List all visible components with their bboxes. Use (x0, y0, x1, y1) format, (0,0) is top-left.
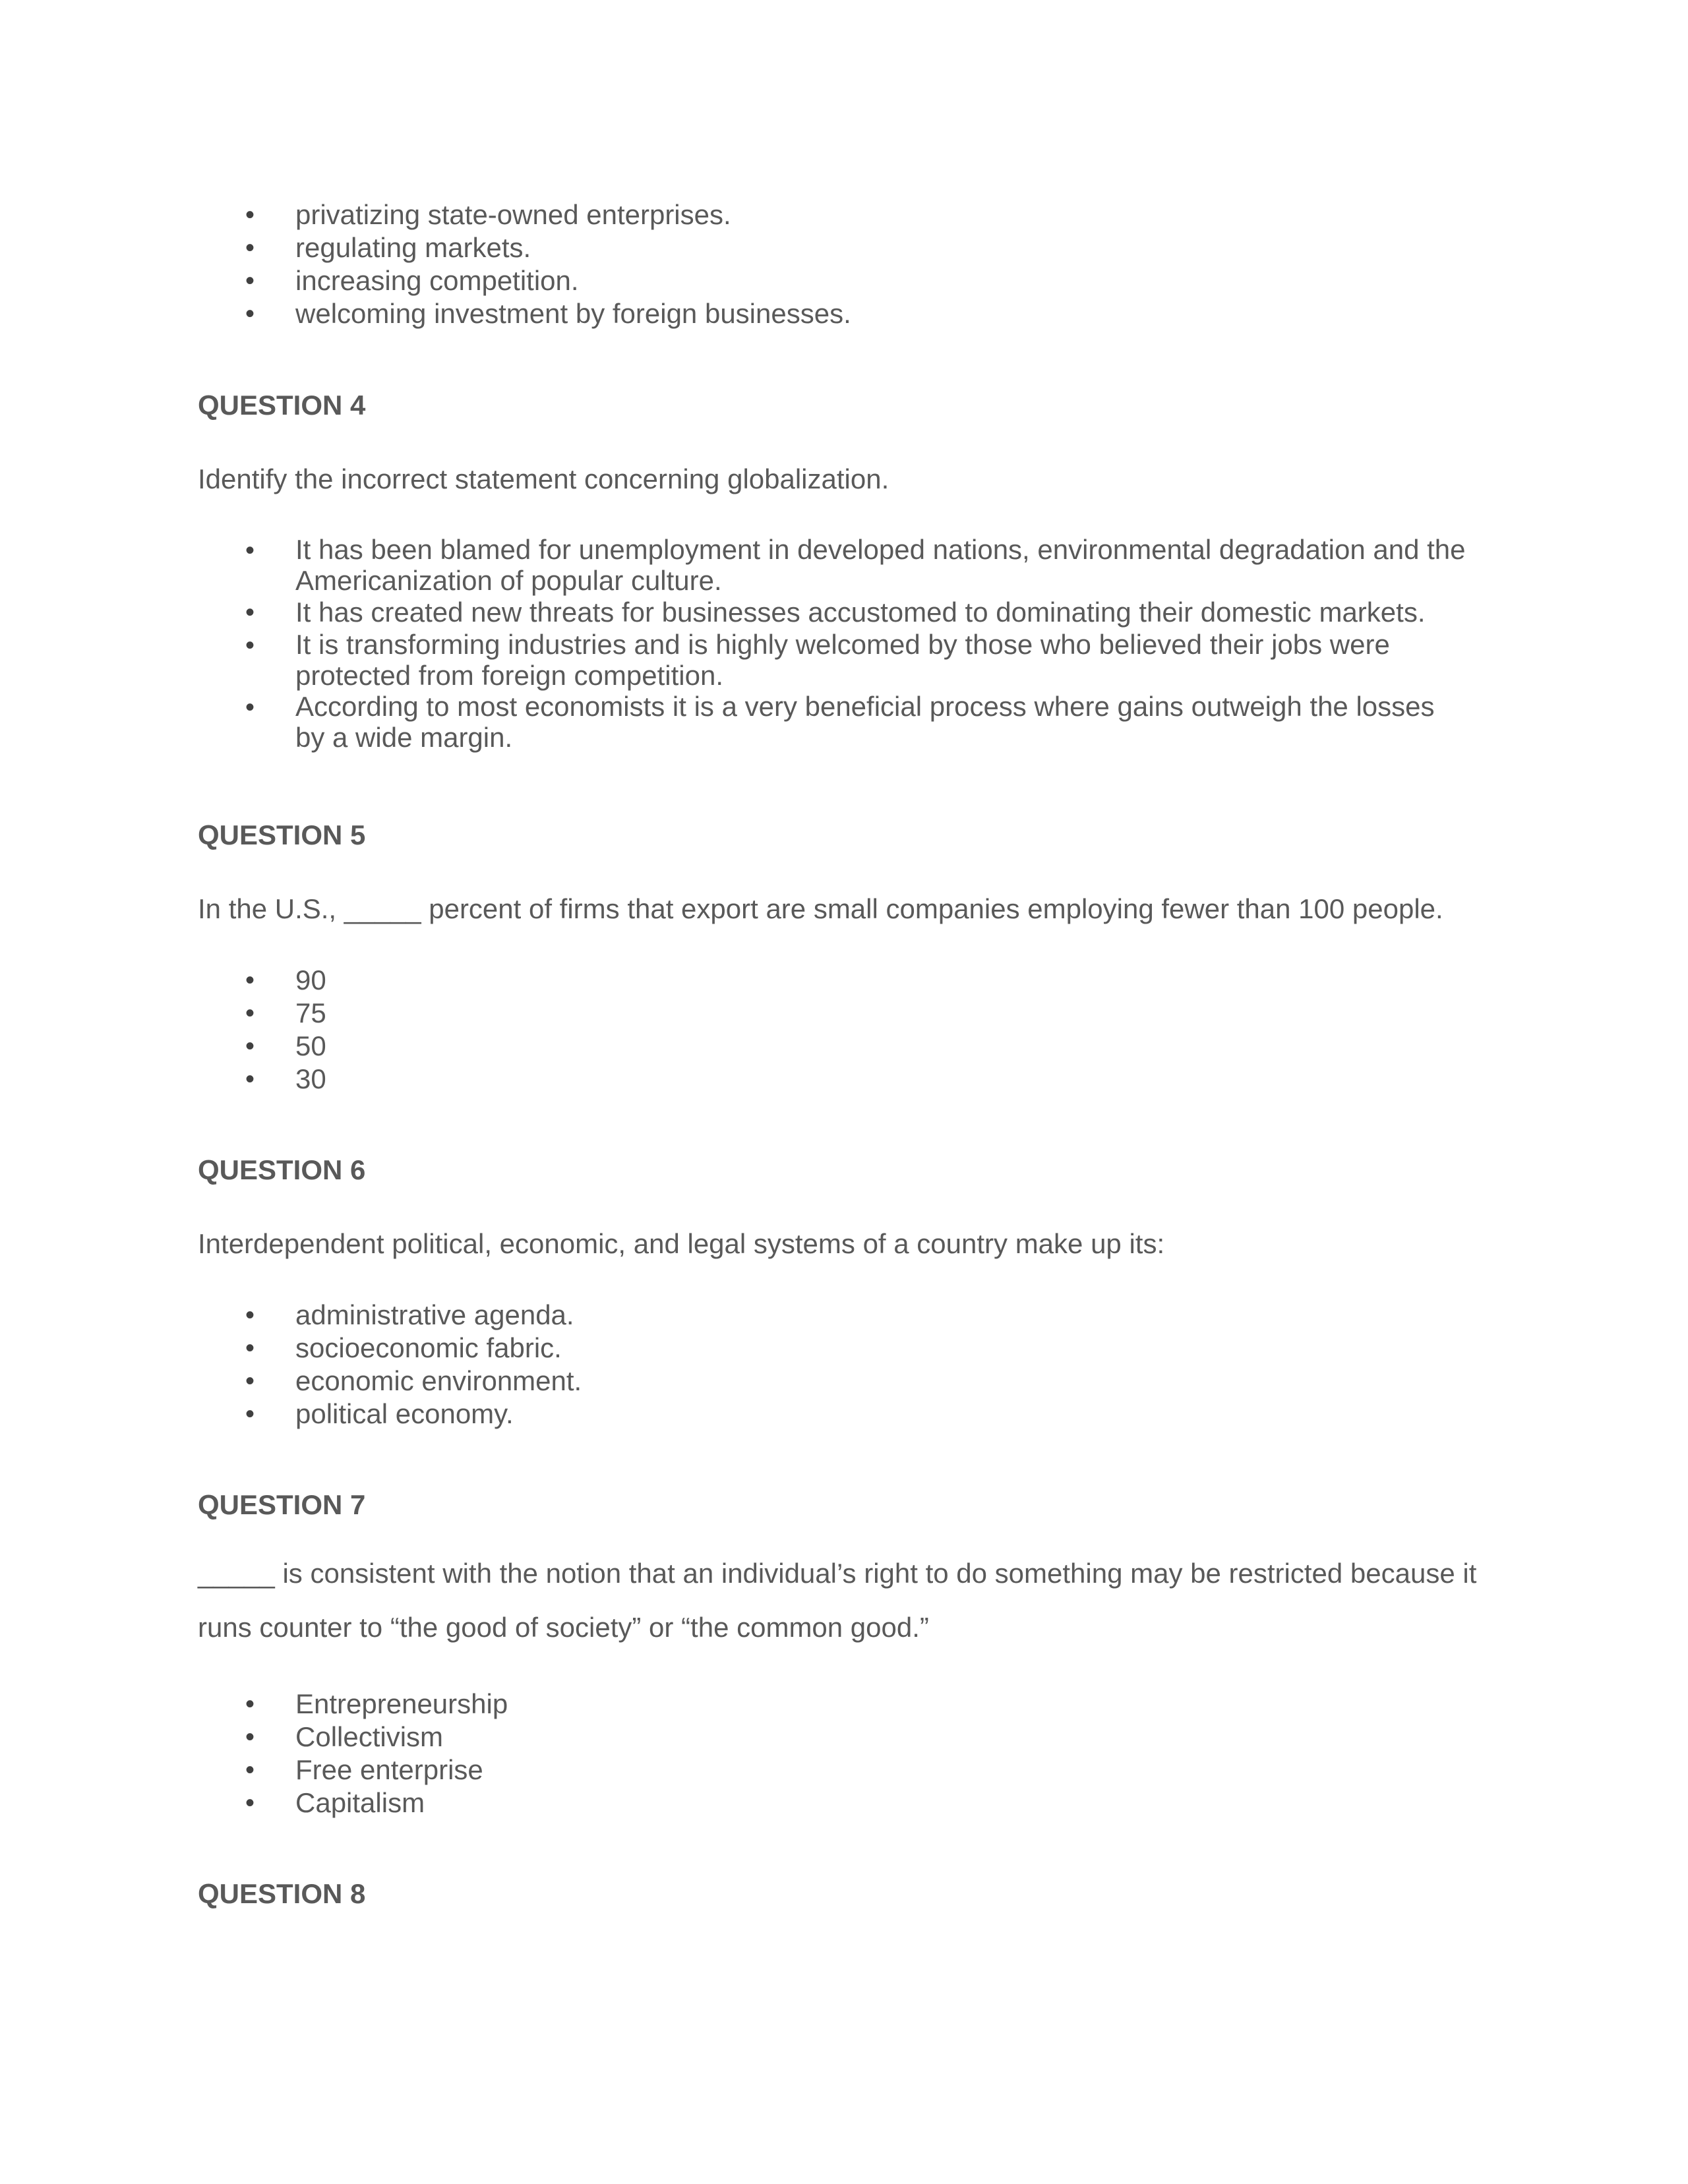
option-text: 50 (295, 1030, 326, 1061)
option-item (198, 1786, 1470, 1819)
option-item (198, 1721, 1470, 1754)
option-text: 90 (295, 964, 326, 995)
option-text: It has been blamed for unemployment in developed nations, environmental degradation and the Americanization of popular culture. (295, 534, 1466, 596)
option-text: socioeconomic fabric. (295, 1332, 562, 1363)
option-text: Entrepreneurship (295, 1688, 508, 1719)
option-item (198, 264, 1470, 297)
option-text: It is transforming industries and is highly welcomed by those who believed their jobs were protected from foreign competition. (295, 629, 1390, 691)
option-text: 30 (295, 1063, 326, 1094)
question-heading: QUESTION 7 (198, 1489, 366, 1520)
option-item (198, 1299, 1470, 1332)
question-heading: QUESTION 4 (198, 390, 366, 421)
bullet-icon: • (245, 999, 255, 1028)
option-item (198, 1063, 1470, 1096)
bullet-icon: • (245, 631, 255, 660)
option-item (198, 997, 1470, 1030)
option-list (198, 1299, 1470, 1431)
option-text: According to most economists it is a very beneficial process where gains outweigh the losses by a wide margin. (295, 691, 1435, 753)
option-item (198, 629, 1470, 691)
option-text: political economy. (295, 1398, 514, 1429)
bullet-icon: • (245, 1400, 255, 1429)
question-text: Interdependent political, economic, and legal systems of a country make up its: (198, 1228, 1165, 1259)
bullet-icon: • (245, 1690, 255, 1719)
bullet-icon: • (245, 1756, 255, 1785)
option-text: Free enterprise (295, 1754, 483, 1785)
option-item (198, 231, 1470, 264)
bullet-icon: • (245, 598, 255, 627)
bullet-icon: • (245, 693, 255, 722)
bullet-icon: • (245, 1301, 255, 1330)
option-text: increasing competition. (295, 265, 579, 296)
option-item (198, 964, 1470, 997)
bullet-icon: • (245, 536, 255, 565)
bullet-icon: • (245, 266, 255, 295)
question-text: In the U.S., _____ percent of firms that export are small companies employing fewer than 100 people. (198, 893, 1443, 924)
question-text: _____ is consistent with the notion that an individual’s right to do something may be restricted because it runs counter to “the good of society” or “the common good.” (198, 1558, 1477, 1643)
bullet-icon: • (245, 233, 255, 262)
option-item (198, 1398, 1470, 1431)
option-item (198, 534, 1470, 596)
option-text: welcoming investment by foreign businesses. (295, 298, 851, 329)
option-text: It has created new threats for businesses accustomed to dominating their domestic markets. (295, 597, 1426, 628)
bullet-icon: • (245, 1334, 255, 1363)
option-item (198, 297, 1470, 330)
option-item (198, 1332, 1470, 1365)
bullet-icon: • (245, 1032, 255, 1061)
option-text: Capitalism (295, 1787, 425, 1818)
option-text: regulating markets. (295, 232, 531, 263)
question-heading: QUESTION 5 (198, 819, 366, 850)
question-text: Identify the incorrect statement concerning globalization. (198, 463, 889, 494)
option-list (198, 534, 1470, 753)
option-item (198, 1754, 1470, 1786)
option-text: Collectivism (295, 1721, 444, 1752)
bullet-icon: • (245, 1065, 255, 1094)
bullet-icon: • (245, 200, 255, 229)
option-item (198, 1030, 1470, 1063)
option-item (198, 1365, 1470, 1398)
option-list (198, 964, 1470, 1096)
question-heading: QUESTION 8 (198, 1878, 366, 1909)
option-item (198, 596, 1470, 629)
option-text: economic environment. (295, 1365, 582, 1396)
question-heading: QUESTION 6 (198, 1154, 366, 1185)
option-item (198, 691, 1470, 753)
bullet-icon: • (245, 1723, 255, 1752)
option-text: privatizing state-owned enterprises. (295, 199, 731, 230)
bullet-icon: • (245, 1367, 255, 1396)
option-item (198, 198, 1470, 231)
option-item (198, 1688, 1470, 1721)
option-text: 75 (295, 997, 326, 1028)
option-list (198, 1688, 1470, 1819)
option-text: administrative agenda. (295, 1299, 574, 1330)
bullet-icon: • (245, 966, 255, 995)
option-list (198, 198, 1470, 330)
bullet-icon: • (245, 299, 255, 328)
bullet-icon: • (245, 1788, 255, 1817)
